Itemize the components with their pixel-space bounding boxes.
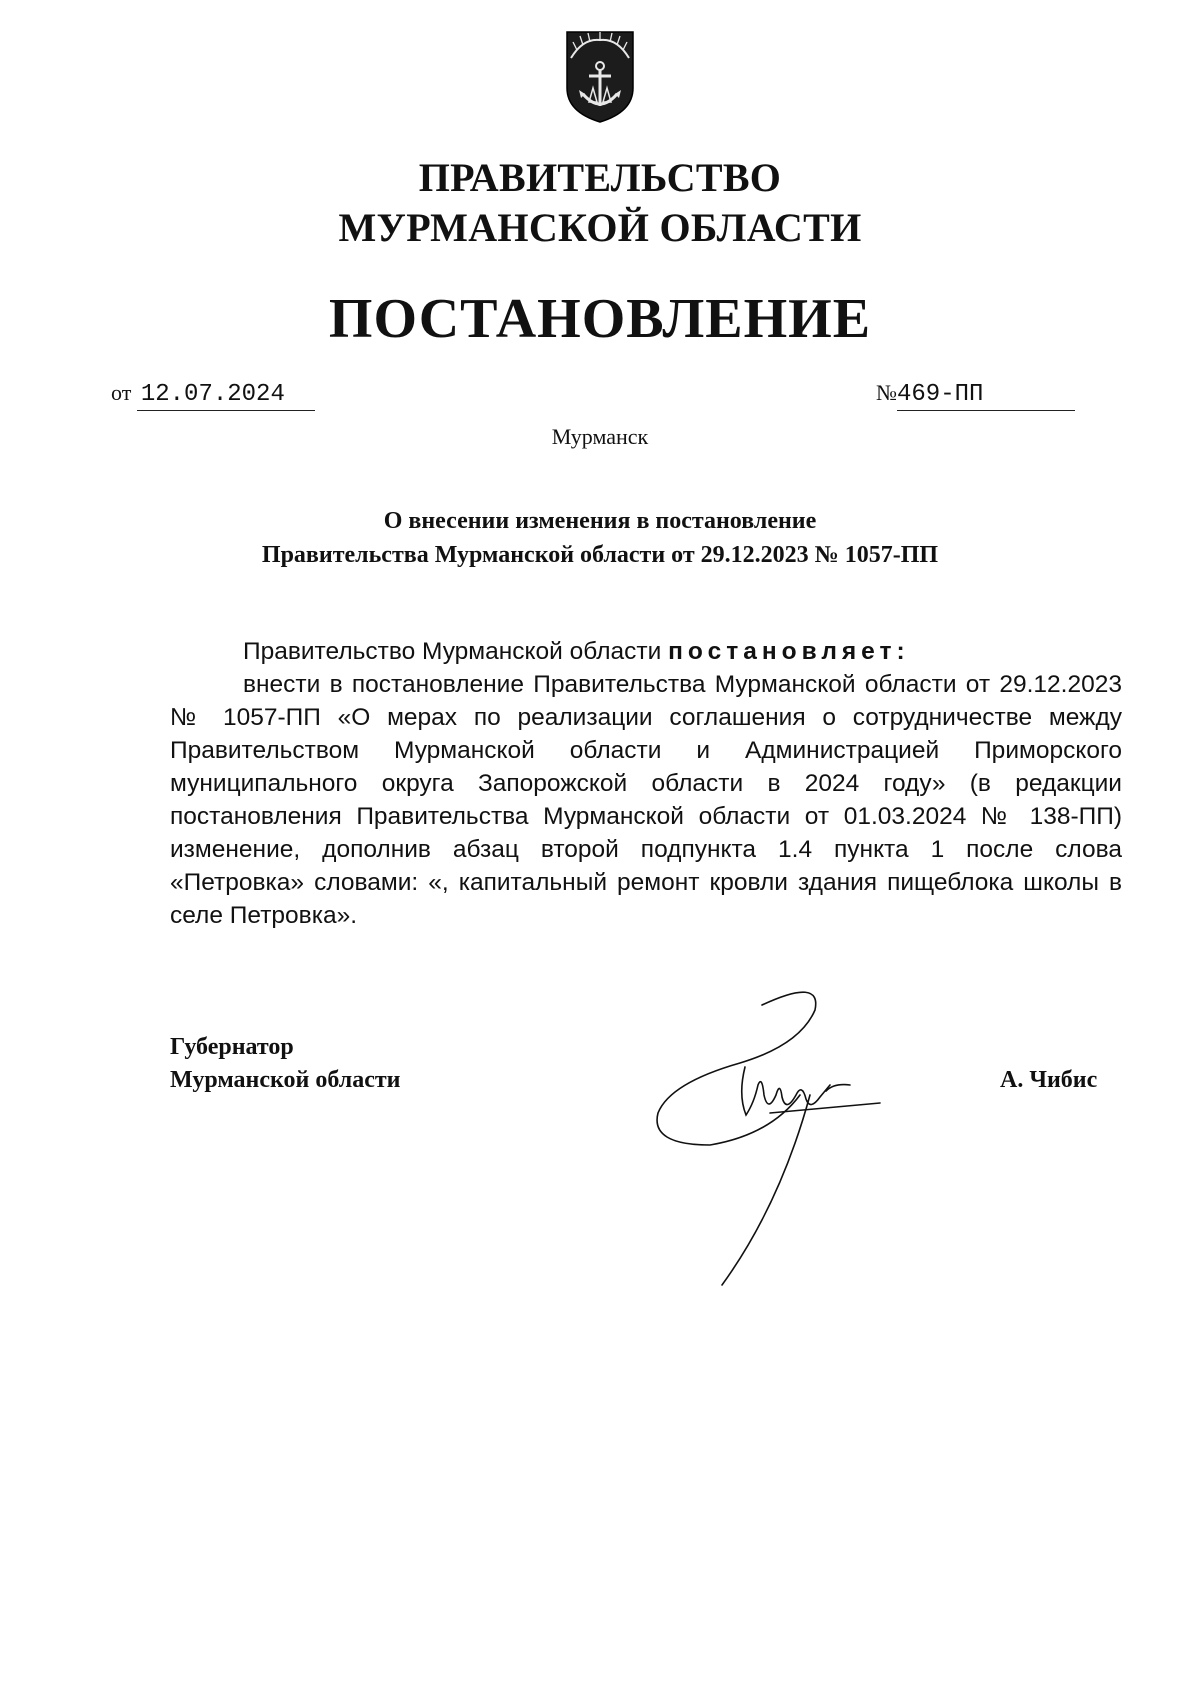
document-type-title: ПОСТАНОВЛЕНИЕ	[328, 288, 872, 350]
intro-line	[170, 635, 1122, 668]
intro-emphasis: постановляет:	[668, 638, 910, 665]
document-date	[111, 380, 315, 411]
signer-title-line2: Мурманской области	[170, 1067, 401, 1093]
date-prefix: от	[111, 380, 132, 405]
organization-name-line2: МУРМАНСКОЙ ОБЛАСТИ	[338, 205, 862, 250]
subject-line2: Правительства Мурманской области от 29.12.2023 № 1057-ПП	[261, 542, 939, 568]
document-number	[876, 380, 1075, 411]
number-prefix: №	[876, 380, 897, 405]
date-value: 12.07.2024	[137, 381, 315, 411]
resolution-paragraph: внести в постановление Правительства Мурманской области от 29.12.2023 № 1057-ПП «О мерах по реализации соглашения о сотрудничестве между Правительством Мурманской области и Администрацией Приморского муниципального округа Запорожской области в 2024 году» (в редакции постановления Правительства Мурманской области от 01.03.2024 № 138-ПП) изменение, дополнив абзац второй подпункта 1.4 пункта 1 после слова «Петровка» словами: «, капитальный ремонт кровли здания пищеблока школы в селе Петровка».	[170, 671, 1122, 929]
signer-title-line1: Губернатор	[170, 1034, 294, 1060]
subject-line1: О внесении изменения в постановление	[383, 508, 817, 534]
intro-text: Правительство Мурманской области	[243, 638, 669, 665]
handwritten-signature-icon	[650, 985, 960, 1295]
resolution-body	[170, 635, 1122, 932]
signer-title	[170, 1031, 400, 1097]
city-name: Мурманск	[551, 424, 649, 449]
coat-of-arms-icon	[563, 28, 637, 124]
number-value: 469-ПП	[897, 381, 1075, 411]
signer-name: А. Чибис	[1000, 1067, 1098, 1093]
organization-name-line1: ПРАВИТЕЛЬСТВО	[418, 155, 782, 200]
